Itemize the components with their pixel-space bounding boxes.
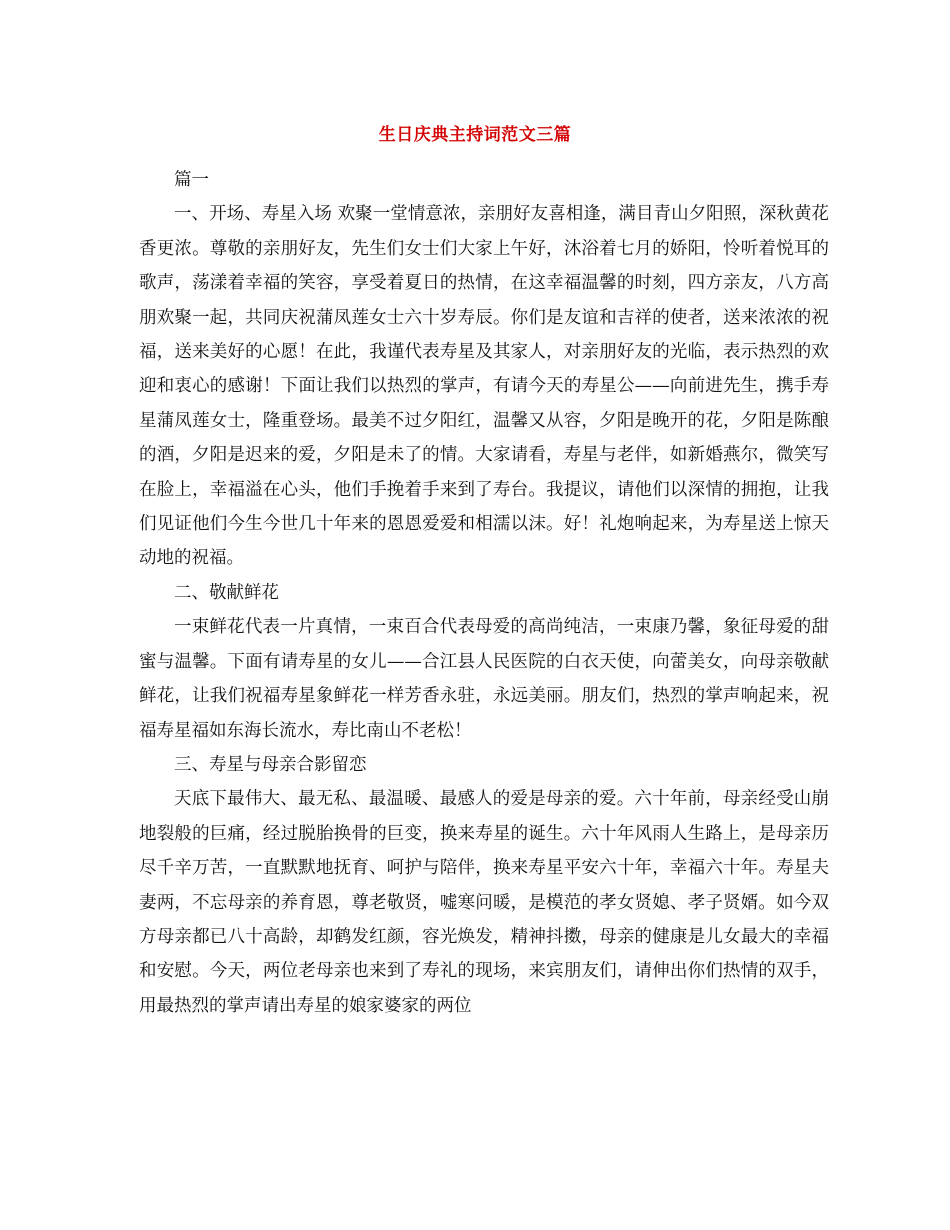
section-heading: 二、敬献鲜花 xyxy=(174,582,279,603)
body-paragraph: 天底下最伟大、最无私、最温暖、最感人的爱是母亲的爱。六十年前，母亲经受山崩地裂般的巨痛，经过脱胎换骨的巨变，换来寿星的诞生。六十年风雨人生路上，是母亲历尽千辛万苦，一直默默地抚育、呵护与陪伴，换来寿星平安六十年，幸福六十年。寿星夫妻两，不忘母亲的养育恩，尊老敬贤，嘘寒问暖，是模范的孝女贤媳、孝子贤婿。如今双方母亲都已八十高龄，却鹤发红颜，容光焕发，精神抖擞，母亲的健康是儿女最大的幸福和安慰。今天，两位老母亲也来到了寿礼的现场，来宾朋友们，请伸出你们热情的双手，用最热烈的掌声请出寿星的娘家婆家的两位 xyxy=(139,789,829,1016)
body-paragraph: 一束鲜花代表一片真情，一束百合代表母爱的高尚纯洁，一束康乃馨，象征母爱的甜蜜与温馨。下面有请寿星的女儿——合江县人民医院的白衣天使，向蕾美女，向母亲敬献鲜花，让我们祝福寿星象鲜花一样芳香永驻，永远美丽。朋友们，热烈的掌声响起来，祝福寿星福如东海长流水，寿比南山不老松！ xyxy=(139,617,829,741)
section-heading: 篇一 xyxy=(174,170,209,190)
document-body xyxy=(139,163,829,1023)
section-heading: 三、寿星与母亲合影留恋 xyxy=(174,754,367,775)
body-paragraph: 一、开场、寿星入场 欢聚一堂情意浓，亲朋好友喜相逢，满目青山夕阳照，深秋黄花香更浓。尊敬的亲朋好友，先生们女士们大家上午好，沐浴着七月的娇阳，怜听着悦耳的歌声，荡漾着幸福的笑容，享受着夏日的热情，在这幸福温馨的时刻，四方亲友，八方高朋欢聚一起，共同庆祝蒲凤莲女士六十岁寿辰。你们是友谊和吉祥的使者，送来浓浓的祝福，送来美好的心愿！在此，我谨代表寿星及其家人，对亲朋好友的光临，表示热烈的欢迎和衷心的感谢！下面让我们以热烈的掌声，有请今天的寿星公——向前进先生，携手寿星蒲凤莲女士，隆重登场。最美不过夕阳红，温馨又从容，夕阳是晚开的花，夕阳是陈酿的酒，夕阳是迟来的爱，夕阳是未了的情。大家请看，寿星与老伴，如新婚燕尔，微笑写在脸上，幸福溢在心头，他们手挽着手来到了寿台。我提议，请他们以深情的拥抱，让我们见证他们今生今世几十年来的恩恩爱爱和相濡以沫。好！礼炮响起来，为寿星送上惊天动地的祝福。 xyxy=(139,204,829,569)
document-title: 生日庆典主持词范文三篇 xyxy=(378,125,572,145)
